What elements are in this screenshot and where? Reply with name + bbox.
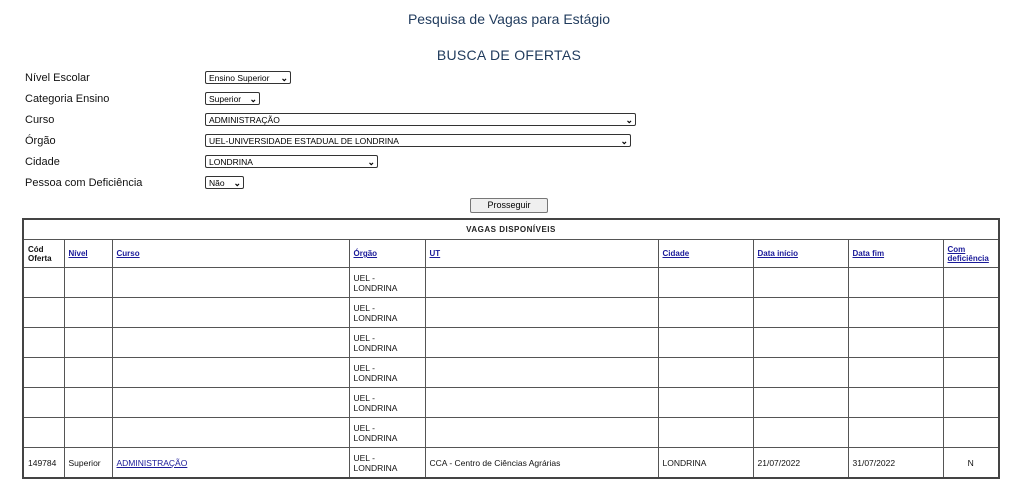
chevron-down-icon: ⌄ — [367, 157, 375, 167]
chevron-down-icon: ⌄ — [280, 73, 288, 83]
cell-cod — [23, 358, 64, 388]
cell-curso — [112, 358, 349, 388]
cell-orgao: UEL - LONDRINA — [349, 328, 425, 358]
cell-deficiencia — [943, 328, 999, 358]
cell-data-inicio — [753, 418, 848, 448]
prosseguir-button[interactable]: Prosseguir — [470, 198, 548, 213]
cell-cidade: LONDRINA — [658, 448, 753, 479]
field-pessoa-deficiencia — [25, 175, 725, 195]
cell-orgao: UEL - LONDRINA — [349, 418, 425, 448]
sort-nivel-link[interactable]: Nível — [68, 249, 88, 258]
table-row — [23, 298, 999, 328]
cell-data-fim — [848, 268, 943, 298]
cell-data-inicio — [753, 298, 848, 328]
table-row — [23, 448, 999, 479]
table-row — [23, 388, 999, 418]
cell-nivel — [64, 298, 112, 328]
cell-data-inicio — [753, 328, 848, 358]
cell-ut — [425, 418, 658, 448]
cell-cod — [23, 268, 64, 298]
page-subtitle: BUSCA DE OFERTAS — [436, 47, 582, 63]
sort-ut-link[interactable]: UT — [429, 249, 441, 258]
cell-orgao: UEL - LONDRINA — [349, 388, 425, 418]
cell-cod: 149784 — [23, 448, 64, 479]
cell-deficiencia: N — [943, 448, 999, 479]
cell-ut — [425, 358, 658, 388]
cell-data-inicio — [753, 268, 848, 298]
table-header-row — [23, 240, 999, 268]
orgao-select[interactable] — [205, 134, 631, 147]
cell-data-fim — [848, 418, 943, 448]
cell-deficiencia — [943, 298, 999, 328]
chevron-down-icon: ⌄ — [233, 178, 241, 188]
cell-ut — [425, 388, 658, 418]
header-cidade[interactable] — [658, 240, 753, 268]
field-curso — [25, 112, 725, 132]
field-label: Pessoa com Deficiência — [25, 177, 143, 189]
cell-data-fim: 31/07/2022 — [848, 448, 943, 479]
cell-ut — [425, 328, 658, 358]
table-row — [23, 268, 999, 298]
table-caption: VAGAS DISPONÍVEIS — [23, 219, 999, 240]
cell-ut — [425, 268, 658, 298]
cell-cidade — [658, 418, 753, 448]
cell-data-fim — [848, 388, 943, 418]
cell-nivel — [64, 268, 112, 298]
field-nivel-escolar — [25, 70, 725, 90]
cell-nivel — [64, 358, 112, 388]
cell-cidade — [658, 358, 753, 388]
field-label: Cidade — [25, 156, 60, 168]
cell-ut: CCA - Centro de Ciências Agrárias — [425, 448, 658, 479]
select-value: ADMINISTRAÇÃO — [209, 115, 280, 125]
header-orgao[interactable] — [349, 240, 425, 268]
select-value: Superior — [209, 94, 242, 104]
sort-deficiencia-link[interactable]: Com deficiência — [947, 244, 989, 263]
sort-data-inicio-link[interactable]: Data início — [757, 249, 798, 258]
cell-curso — [112, 328, 349, 358]
nivel-escolar-select[interactable] — [205, 71, 291, 84]
cell-curso — [112, 268, 349, 298]
table-row — [23, 328, 999, 358]
cell-nivel: Superior — [64, 448, 112, 479]
cell-deficiencia — [943, 268, 999, 298]
table-row — [23, 418, 999, 448]
cell-nivel — [64, 388, 112, 418]
select-value: Não — [209, 178, 225, 188]
cell-orgao: UEL - LONDRINA — [349, 268, 425, 298]
cell-data-fim — [848, 298, 943, 328]
header-data-fim[interactable] — [848, 240, 943, 268]
header-com-deficiencia[interactable] — [943, 240, 999, 268]
chevron-down-icon: ⌄ — [620, 136, 628, 146]
cell-cod — [23, 418, 64, 448]
cell-cidade — [658, 268, 753, 298]
sort-cidade-link[interactable]: Cidade — [662, 249, 690, 258]
cell-deficiencia — [943, 358, 999, 388]
cell-deficiencia — [943, 388, 999, 418]
cell-curso — [112, 418, 349, 448]
chevron-down-icon: ⌄ — [625, 115, 633, 125]
curso-select[interactable] — [205, 113, 636, 126]
cell-data-inicio — [753, 358, 848, 388]
cell-nivel — [64, 328, 112, 358]
sort-data-fim-link[interactable]: Data fim — [852, 249, 885, 258]
chevron-down-icon: ⌄ — [249, 94, 257, 104]
cell-cod — [23, 388, 64, 418]
select-value: UEL-UNIVERSIDADE ESTADUAL DE LONDRINA — [209, 136, 399, 146]
curso-link[interactable]: ADMINISTRAÇÃO — [116, 457, 188, 468]
cell-data-fim — [848, 358, 943, 388]
select-value: Ensino Superior — [209, 73, 270, 83]
cell-data-inicio — [753, 388, 848, 418]
categoria-ensino-select[interactable] — [205, 92, 260, 105]
field-categoria-ensino — [25, 91, 725, 111]
cell-data-fim — [848, 328, 943, 358]
cell-orgao: UEL - LONDRINA — [349, 358, 425, 388]
select-value: LONDRINA — [209, 157, 253, 167]
field-orgao — [25, 133, 725, 153]
sort-orgao-link[interactable]: Órgão — [353, 249, 378, 258]
field-cidade — [25, 154, 725, 174]
field-label: Curso — [25, 114, 55, 126]
header-label: Cód Oferta — [28, 244, 52, 263]
field-label: Categoria Ensino — [25, 93, 110, 105]
page-title: Pesquisa de Vagas para Estágio — [407, 11, 611, 27]
cell-curso — [112, 448, 349, 479]
header-nivel[interactable] — [64, 240, 112, 268]
field-label: Órgão — [25, 135, 56, 147]
cell-ut — [425, 298, 658, 328]
cell-data-inicio: 21/07/2022 — [753, 448, 848, 479]
table-row — [23, 358, 999, 388]
cell-curso — [112, 388, 349, 418]
cell-nivel — [64, 418, 112, 448]
cell-cidade — [658, 388, 753, 418]
cell-cidade — [658, 298, 753, 328]
cell-cod — [23, 328, 64, 358]
sort-curso-link[interactable]: Curso — [116, 249, 140, 258]
header-data-inicio[interactable] — [753, 240, 848, 268]
vagas-table — [22, 218, 1000, 479]
header-cod-oferta — [23, 240, 64, 268]
cell-curso — [112, 298, 349, 328]
cell-orgao: UEL - LONDRINA — [349, 448, 425, 479]
header-ut[interactable] — [425, 240, 658, 268]
cell-deficiencia — [943, 418, 999, 448]
cell-cod — [23, 298, 64, 328]
cell-orgao: UEL - LONDRINA — [349, 298, 425, 328]
cell-cidade — [658, 328, 753, 358]
cidade-select[interactable] — [205, 155, 378, 168]
field-label: Nível Escolar — [25, 72, 90, 84]
header-curso[interactable] — [112, 240, 349, 268]
deficiencia-select[interactable] — [205, 176, 244, 189]
